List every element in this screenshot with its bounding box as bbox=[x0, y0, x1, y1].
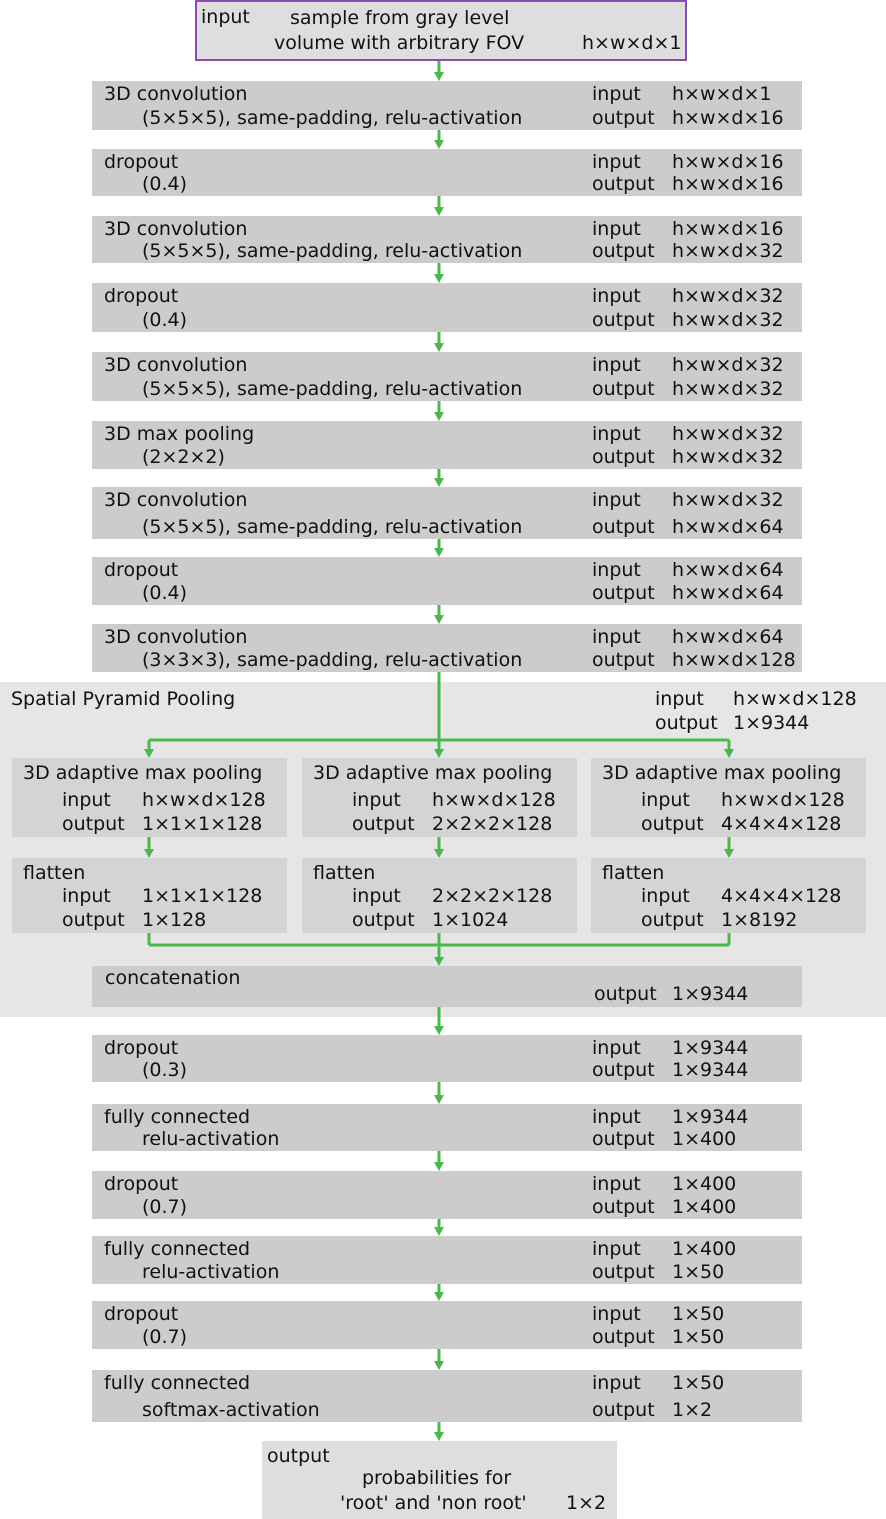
flatten-2-input-value: 2×2×2×128 bbox=[432, 885, 553, 907]
layer-2-input-label: input bbox=[592, 151, 641, 173]
flatten-1-output-value: 1×128 bbox=[142, 909, 207, 931]
flatten-3-title: flatten bbox=[602, 862, 665, 884]
layer-1-output-label: output bbox=[592, 107, 655, 129]
layer-5-input-value: h×w×d×32 bbox=[672, 354, 784, 376]
concatenation-output-value: 1×9344 bbox=[672, 983, 749, 1005]
head-layer-2-title: fully connected bbox=[104, 1106, 251, 1128]
flatten-1-input-value: 1×1×1×128 bbox=[142, 885, 263, 907]
arrow-head-1-head bbox=[434, 1095, 444, 1104]
flatten-3-input-label: input bbox=[641, 885, 690, 907]
layer-8-title: dropout bbox=[104, 559, 179, 581]
layer-9-title: 3D convolution bbox=[104, 626, 248, 648]
head-layer-5-output-label: output bbox=[592, 1326, 655, 1348]
output-node-shape: 1×2 bbox=[566, 1492, 607, 1514]
head-layer-1-output-value: 1×9344 bbox=[672, 1059, 749, 1081]
head-layer-1-input-label: input bbox=[592, 1037, 641, 1059]
layer-8-input-label: input bbox=[592, 559, 641, 581]
layer-6-input-value: h×w×d×32 bbox=[672, 423, 784, 445]
arrow-layer-2-head bbox=[434, 207, 444, 216]
layer-8-output-value: h×w×d×64 bbox=[672, 582, 784, 604]
head-layer-3-output-label: output bbox=[592, 1196, 655, 1218]
layer-1-title: 3D convolution bbox=[104, 83, 248, 105]
layer-5-output-value: h×w×d×32 bbox=[672, 378, 784, 400]
head-layer-4-input-value: 1×400 bbox=[672, 1238, 737, 1260]
layer-9-input-label: input bbox=[592, 626, 641, 648]
input-node-label: input bbox=[201, 6, 250, 28]
spp-output-value: 1×9344 bbox=[733, 712, 810, 734]
layer-6-title: 3D max pooling bbox=[104, 423, 255, 445]
arrow-head-4-head bbox=[434, 1292, 444, 1301]
flatten-2-input-label: input bbox=[352, 885, 401, 907]
head-layer-2-params: relu-activation bbox=[142, 1128, 280, 1150]
layer-4-input-label: input bbox=[592, 285, 641, 307]
layer-2-params: (0.4) bbox=[142, 173, 188, 195]
head-layer-1-input-value: 1×9344 bbox=[672, 1037, 749, 1059]
flatten-2-output-label: output bbox=[352, 909, 415, 931]
layer-7-params: (5×5×5), same-padding, relu-activation bbox=[142, 516, 523, 538]
layer-3-input-value: h×w×d×16 bbox=[672, 218, 784, 240]
arrow-input-head bbox=[434, 72, 444, 81]
layer-5-title: 3D convolution bbox=[104, 354, 248, 376]
input-node-desc-line2: volume with arbitrary FOV bbox=[274, 32, 525, 54]
arrow-layer-5-head bbox=[434, 412, 444, 421]
layer-5-output-label: output bbox=[592, 378, 655, 400]
layer-7-output-value: h×w×d×64 bbox=[672, 516, 784, 538]
layer-3-output-label: output bbox=[592, 240, 655, 262]
head-layer-6-params: softmax-activation bbox=[142, 1399, 320, 1421]
layer-7-input-label: input bbox=[592, 489, 641, 511]
layer-6-output-label: output bbox=[592, 446, 655, 468]
adaptive-pool-2-input-label: input bbox=[352, 789, 401, 811]
adaptive-pool-3-input-value: h×w×d×128 bbox=[721, 789, 845, 811]
layer-4-title: dropout bbox=[104, 285, 179, 307]
head-layer-5-params: (0.7) bbox=[142, 1326, 188, 1348]
layer-7-title: 3D convolution bbox=[104, 489, 248, 511]
arrow-to-output-head bbox=[434, 1432, 444, 1441]
head-layer-6-input-label: input bbox=[592, 1372, 641, 1394]
adaptive-pool-2-output-value: 2×2×2×128 bbox=[432, 813, 553, 835]
spp-input-value: h×w×d×128 bbox=[733, 688, 857, 710]
head-layer-3-title: dropout bbox=[104, 1173, 179, 1195]
layer-1-params: (5×5×5), same-padding, relu-activation bbox=[142, 107, 523, 129]
layer-1-output-value: h×w×d×16 bbox=[672, 107, 784, 129]
spp-output-label: output bbox=[655, 712, 718, 734]
output-node-label: output bbox=[267, 1445, 330, 1467]
layer-3-params: (5×5×5), same-padding, relu-activation bbox=[142, 240, 523, 262]
head-layer-4-output-label: output bbox=[592, 1261, 655, 1283]
head-layer-6-output-label: output bbox=[592, 1399, 655, 1421]
layer-7-output-label: output bbox=[592, 516, 655, 538]
layer-3-input-label: input bbox=[592, 218, 641, 240]
adaptive-pool-1-title: 3D adaptive max pooling bbox=[23, 762, 263, 784]
head-layer-3-output-value: 1×400 bbox=[672, 1196, 737, 1218]
adaptive-pool-3-title: 3D adaptive max pooling bbox=[602, 762, 842, 784]
concatenation-title: concatenation bbox=[105, 967, 241, 989]
arrow-layer-3-head bbox=[434, 274, 444, 283]
flatten-1-title: flatten bbox=[23, 862, 86, 884]
arrow-layer-8-head bbox=[434, 615, 444, 624]
layer-9-params: (3×3×3), same-padding, relu-activation bbox=[142, 649, 523, 671]
layer-8-output-label: output bbox=[592, 582, 655, 604]
head-layer-2-output-label: output bbox=[592, 1128, 655, 1150]
adaptive-pool-3-output-value: 4×4×4×128 bbox=[721, 813, 842, 835]
flatten-1-input-label: input bbox=[62, 885, 111, 907]
arrow-layer-7-head bbox=[434, 548, 444, 557]
head-layer-3-input-label: input bbox=[592, 1173, 641, 1195]
layer-6-output-value: h×w×d×32 bbox=[672, 446, 784, 468]
head-layer-2-input-value: 1×9344 bbox=[672, 1106, 749, 1128]
flatten-3-input-value: 4×4×4×128 bbox=[721, 885, 842, 907]
spp-input-label: input bbox=[655, 688, 704, 710]
head-layer-5-title: dropout bbox=[104, 1303, 179, 1325]
head-layer-6-input-value: 1×50 bbox=[672, 1372, 725, 1394]
layer-6-input-label: input bbox=[592, 423, 641, 445]
arrow-layer-1-head bbox=[434, 140, 444, 149]
layer-2-output-value: h×w×d×16 bbox=[672, 173, 784, 195]
head-layer-1-output-label: output bbox=[592, 1059, 655, 1081]
layer-9-output-label: output bbox=[592, 649, 655, 671]
head-layer-6-output-value: 1×2 bbox=[672, 1399, 713, 1421]
arrow-layer-4-head bbox=[434, 343, 444, 352]
head-layer-2-output-value: 1×400 bbox=[672, 1128, 737, 1150]
layer-1-input-value: h×w×d×1 bbox=[672, 83, 772, 105]
adaptive-pool-1-input-value: h×w×d×128 bbox=[142, 789, 266, 811]
head-layer-4-title: fully connected bbox=[104, 1238, 251, 1260]
head-layer-1-params: (0.3) bbox=[142, 1059, 188, 1081]
adaptive-pool-1-output-value: 1×1×1×128 bbox=[142, 813, 263, 835]
layer-8-input-value: h×w×d×64 bbox=[672, 559, 784, 581]
head-layer-5-input-label: input bbox=[592, 1303, 641, 1325]
arrow-head-2-head bbox=[434, 1162, 444, 1171]
layer-9-input-value: h×w×d×64 bbox=[672, 626, 784, 648]
concatenation-output-label: output bbox=[594, 983, 657, 1005]
head-layer-3-params: (0.7) bbox=[142, 1196, 188, 1218]
head-layer-5-input-value: 1×50 bbox=[672, 1303, 725, 1325]
flatten-3-output-label: output bbox=[641, 909, 704, 931]
arrow-concat-out-head bbox=[434, 1026, 444, 1035]
output-node-desc-line1: probabilities for bbox=[362, 1467, 512, 1489]
spp-title: Spatial Pyramid Pooling bbox=[11, 688, 236, 710]
layer-5-params: (5×5×5), same-padding, relu-activation bbox=[142, 378, 523, 400]
adaptive-pool-2-title: 3D adaptive max pooling bbox=[313, 762, 553, 784]
layer-7-input-value: h×w×d×32 bbox=[672, 489, 784, 511]
flatten-3-output-value: 1×8192 bbox=[721, 909, 798, 931]
layer-3-title: 3D convolution bbox=[104, 218, 248, 240]
head-layer-4-output-value: 1×50 bbox=[672, 1261, 725, 1283]
adaptive-pool-2-input-value: h×w×d×128 bbox=[432, 789, 556, 811]
head-layer-6-title: fully connected bbox=[104, 1372, 251, 1394]
head-layer-4-input-label: input bbox=[592, 1238, 641, 1260]
arrow-head-3-head bbox=[434, 1227, 444, 1236]
adaptive-pool-1-input-label: input bbox=[62, 789, 111, 811]
head-layer-1-title: dropout bbox=[104, 1037, 179, 1059]
head-layer-4-params: relu-activation bbox=[142, 1261, 280, 1283]
adaptive-pool-3-output-label: output bbox=[641, 813, 704, 835]
arrow-layer-6-head bbox=[434, 478, 444, 487]
adaptive-pool-2-output-label: output bbox=[352, 813, 415, 835]
layer-3-output-value: h×w×d×32 bbox=[672, 240, 784, 262]
layer-8-params: (0.4) bbox=[142, 582, 188, 604]
layer-9-output-value: h×w×d×128 bbox=[672, 649, 796, 671]
flatten-2-title: flatten bbox=[313, 862, 376, 884]
layer-5-input-label: input bbox=[592, 354, 641, 376]
input-node-shape: h×w×d×1 bbox=[582, 32, 682, 54]
output-node-desc-line2: 'root' and 'non root' bbox=[340, 1492, 527, 1514]
flatten-2-output-value: 1×1024 bbox=[432, 909, 509, 931]
layer-2-title: dropout bbox=[104, 151, 179, 173]
layer-4-output-label: output bbox=[592, 309, 655, 331]
adaptive-pool-3-input-label: input bbox=[641, 789, 690, 811]
layer-2-input-value: h×w×d×16 bbox=[672, 151, 784, 173]
layer-4-params: (0.4) bbox=[142, 309, 188, 331]
arrow-head-5-head bbox=[434, 1361, 444, 1370]
layer-1-input-label: input bbox=[592, 83, 641, 105]
layer-2-output-label: output bbox=[592, 173, 655, 195]
head-layer-5-output-value: 1×50 bbox=[672, 1326, 725, 1348]
input-node-desc-line1: sample from gray level bbox=[290, 7, 510, 29]
head-layer-3-input-value: 1×400 bbox=[672, 1173, 737, 1195]
adaptive-pool-1-output-label: output bbox=[62, 813, 125, 835]
layer-4-input-value: h×w×d×32 bbox=[672, 285, 784, 307]
head-layer-2-input-label: input bbox=[592, 1106, 641, 1128]
flatten-1-output-label: output bbox=[62, 909, 125, 931]
layer-4-output-value: h×w×d×32 bbox=[672, 309, 784, 331]
layer-6-params: (2×2×2) bbox=[142, 446, 225, 468]
